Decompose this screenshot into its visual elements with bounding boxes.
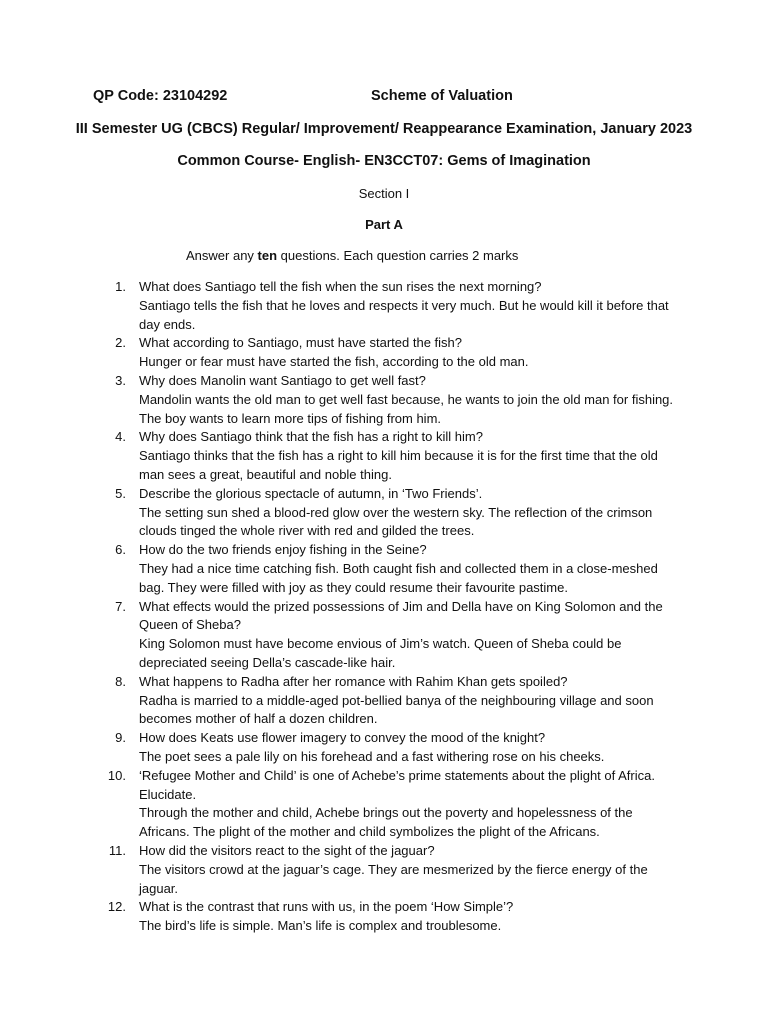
question-item xyxy=(0,673,768,729)
question-text: ‘Refugee Mother and Child’ is one of Achebe’s prime statements about the plight of Africa. Elucidate. xyxy=(139,767,655,802)
question-number: 3. xyxy=(115,372,126,388)
answer-text: Santiago tells the fish that he loves and respects it very much. But he would kill it before that day ends. xyxy=(139,297,669,332)
question-body xyxy=(139,372,684,428)
question-number: 8. xyxy=(115,673,126,689)
question-text: Why does Santiago think that the fish has a right to kill him? xyxy=(139,429,483,445)
question-body xyxy=(139,898,684,936)
question-number: 6. xyxy=(115,542,126,558)
answer-text: The setting sun shed a blood-red glow over the western sky. The reflection of the crimson clouds tinged the whole river with red and gilded the trees. xyxy=(139,504,653,539)
question-item xyxy=(0,598,768,673)
question-number: 7. xyxy=(115,598,126,614)
instruction-before: Answer any xyxy=(186,248,258,263)
answer-text: Mandolin wants the old man to get well fast because, he wants to join the old man for fishing. The boy wants to learn more tips of fishing from him. xyxy=(139,391,674,426)
answer-text: Radha is married to a middle-aged pot-bellied banya of the neighbouring village and soon becomes mother of half a dozen children. xyxy=(139,692,654,727)
question-body xyxy=(139,428,684,484)
scheme-title: Scheme of Valuation xyxy=(371,88,513,104)
answer-text: Through the mother and child, Achebe brings out the poverty and hopelessness of the Africans. The plight of the mother and child symbolizes the plight of the Africans. xyxy=(139,805,633,840)
question-number: 1. xyxy=(115,279,126,294)
instruction-bold: ten xyxy=(257,248,278,263)
answer-text: They had a nice time catching fish. Both caught fish and collected them in a close-meshed bag. They were filled with joy as they could resume their favourite pastime. xyxy=(139,560,658,595)
question-item xyxy=(0,898,768,936)
question-number: 12. xyxy=(107,899,126,915)
qp-code: QP Code: 23104292 xyxy=(93,88,228,104)
instruction xyxy=(186,248,518,263)
question-item xyxy=(0,842,768,898)
question-number: 11. xyxy=(108,842,126,858)
question-text: Describe the glorious spectacle of autumn, in ‘Two Friends’. xyxy=(139,485,483,501)
question-body xyxy=(139,729,684,767)
question-body xyxy=(139,278,684,334)
answer-text: Santiago thinks that the fish has a right to kill him because it is for the first time that the old man sees a great, beautiful and noble thing. xyxy=(139,448,658,482)
question-text: What effects would the prized possessions of Jim and Della have on King Solomon and the Queen of Sheba? xyxy=(139,598,663,633)
exam-title: III Semester UG (CBCS) Regular/ Improvement/ Reappearance Examination, January 2023 xyxy=(75,121,693,137)
question-item xyxy=(0,541,768,597)
question-body xyxy=(139,541,684,597)
answer-text: Hunger or fear must have started the fish, according to the old man. xyxy=(139,354,529,370)
question-item xyxy=(0,278,768,334)
question-item xyxy=(0,767,768,842)
question-item xyxy=(0,428,768,484)
question-number: 2. xyxy=(115,335,126,351)
question-number: 9. xyxy=(115,730,126,746)
question-number: 5. xyxy=(115,485,126,501)
question-text: What does Santiago tell the fish when the sun rises the next morning? xyxy=(139,279,542,294)
question-item xyxy=(0,485,768,541)
question-text: How do the two friends enjoy fishing in the Seine? xyxy=(139,542,427,558)
answer-text: King Solomon must have become envious of Jim’s watch. Queen of Sheba could be depreciated seeing Della’s cascade-like hair. xyxy=(139,636,622,670)
question-list xyxy=(0,278,768,936)
question-body xyxy=(139,767,684,842)
part-heading: Part A xyxy=(365,217,403,232)
question-text: Why does Manolin want Santiago to get well fast? xyxy=(139,372,426,388)
question-body xyxy=(139,842,684,898)
question-body xyxy=(139,673,684,729)
section-heading: Section I xyxy=(358,186,410,201)
question-body xyxy=(139,334,684,372)
question-text: What according to Santiago, must have started the fish? xyxy=(139,335,463,351)
question-text: How does Keats use flower imagery to convey the mood of the knight? xyxy=(139,730,546,746)
question-number: 4. xyxy=(115,429,126,445)
answer-text: The poet sees a pale lily on his forehead and a fast withering rose on his cheeks. xyxy=(139,748,605,764)
instruction-after: questions. Each question carries 2 marks xyxy=(277,248,519,263)
question-body xyxy=(139,485,684,541)
question-item xyxy=(0,729,768,767)
question-item xyxy=(0,372,768,428)
question-text: What happens to Radha after her romance with Rahim Khan gets spoiled? xyxy=(139,673,568,689)
question-body xyxy=(139,598,684,673)
question-item xyxy=(0,334,768,372)
question-number: 10. xyxy=(107,767,126,783)
question-text: What is the contrast that runs with us, in the poem ‘How Simple’? xyxy=(139,899,514,915)
answer-text: The bird’s life is simple. Man’s life is complex and troublesome. xyxy=(139,918,502,934)
course-title: Common Course- English- EN3CCT07: Gems of Imagination xyxy=(177,153,591,169)
question-text: How did the visitors react to the sight of the jaguar? xyxy=(139,842,435,858)
answer-text: The visitors crowd at the jaguar’s cage. They are mesmerized by the fierce energy of the jaguar. xyxy=(139,861,648,896)
